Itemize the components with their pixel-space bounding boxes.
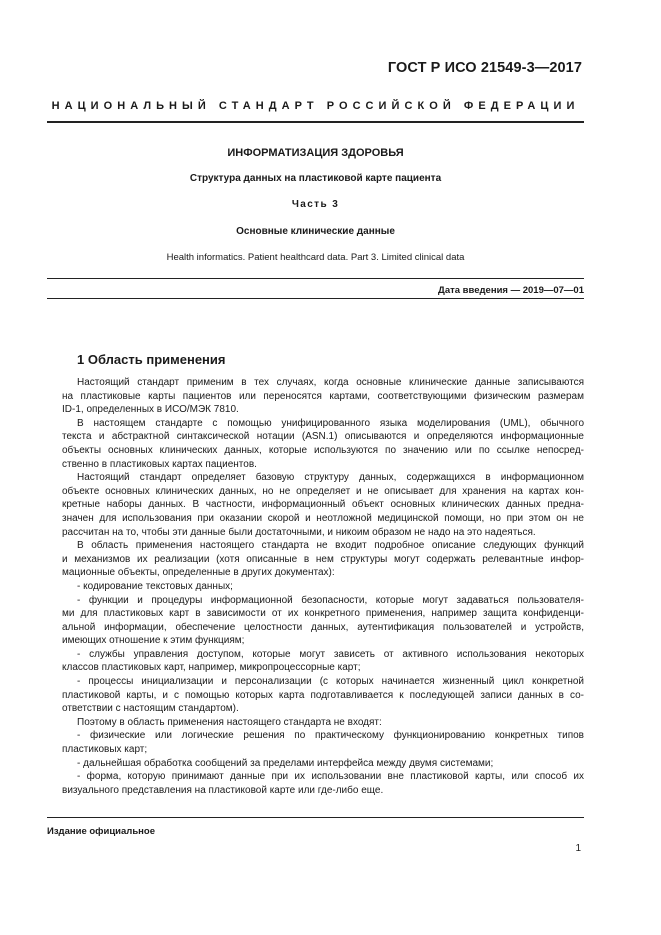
body-line: объекте основных клинических данных, но не определяет и не описывает для хранения на картах кон- xyxy=(62,485,584,497)
title-divider xyxy=(47,278,584,279)
body-line: мационные объекты, определенные в других документах): xyxy=(62,567,335,579)
national-standard-heading: НАЦИОНАЛЬНЫЙ СТАНДАРТ РОССИЙСКОЙ ФЕДЕРАЦИИ xyxy=(51,100,580,112)
section-heading: 1 Область применения xyxy=(77,352,226,367)
page-number: 1 xyxy=(575,843,581,854)
section-body xyxy=(62,376,584,797)
date-divider xyxy=(47,298,584,299)
body-line: В область применения настоящего стандарта не входит подробное описание следующих функций xyxy=(77,540,584,552)
edition-note: Издание официальное xyxy=(47,826,155,837)
body-line: пластиковой карты, и с помощью которых карта подготавливается к последующей записи данных в со- xyxy=(62,689,584,701)
subtitle: Структура данных на пластиковой карте пациента xyxy=(189,173,442,184)
english-title: Health informatics. Patient healthcard data. Part 3. Limited clinical data xyxy=(166,252,465,263)
part-label: Часть 3 xyxy=(291,199,340,210)
body-line: - службы управления доступом, которые могут зависеть от активного использования некоторых xyxy=(77,648,584,660)
part-title: Основные клинические данные xyxy=(236,226,395,237)
body-line: - дальнейшая обработка сообщений за пределами интерфейса между двумя системами; xyxy=(77,757,494,769)
body-line: имеющих отношение к этим функциям; xyxy=(62,635,245,647)
body-line: ответствии с настоящим стандартом). xyxy=(62,703,239,715)
body-line: объекты основных клинических данных, которые используются по значению или по ссылке непосред- xyxy=(62,444,584,456)
body-line: и механизмов их реализации (хотя описанные в нем структуры могут содержать релевантные инфор- xyxy=(62,553,584,565)
body-line: на пластиковые карты пациентов или переносятся картами, соответствующими физическим размерам xyxy=(62,390,584,402)
body-line: - физические или логические решения по практическому функционированию конкретных типов xyxy=(77,730,584,742)
body-line: Настоящий стандарт применим в тех случаях, когда основные клинические данные записываются xyxy=(77,377,584,388)
body-line: пластиковых карт; xyxy=(62,744,148,756)
body-line: значен для использования при оказании скорой и неотложной медицинской помощи, но при этом он не xyxy=(62,512,584,524)
document-number: ГОСТ Р ИСО 21549-3—2017 xyxy=(387,60,582,76)
body-line: - процессы инициализации и персонализации (с которых начинается жизненный цикл конкретной xyxy=(77,676,584,688)
body-line: ственно в пластиковых картах пациентов. xyxy=(62,458,257,470)
header-divider xyxy=(47,121,584,123)
body-line: текста и абстрактной синтаксической нотации (ASN.1) описываются и определяются информационные xyxy=(62,431,584,443)
body-line: - функции и процедуры информационной безопасности, которые могут задаваться пользователя- xyxy=(77,594,584,606)
body-line: - кодирование текстовых данных; xyxy=(77,580,233,592)
body-line: Настоящий стандарт определяет базовую структуру данных, содержащихся в информационном xyxy=(77,472,584,484)
body-line: - форма, которую принимают данные при их использовании вне пластиковой карты, или способ их xyxy=(77,771,584,783)
body-line: ми для пластиковых карт в зависимости от их конкретного применения, например защита конфиденци- xyxy=(62,608,584,620)
body-line: альной информации, обеспечение целостности данных, аутентификация пользователей и устройств, xyxy=(62,621,584,633)
body-line: визуального представления на пластиковой карте или где-либо еще. xyxy=(62,784,384,796)
footer-divider xyxy=(47,817,584,818)
body-line: рассчитан на то, чтобы эти данные были достаточными, и никоим образом не надо на это надеяться. xyxy=(62,526,536,538)
body-line: кретные наборы данных. В частности, информационный объект основных клинических данных предна- xyxy=(62,499,584,511)
body-line: классов пластиковых карт, например, микропроцессорные карт; xyxy=(62,662,361,674)
body-line: В настоящем стандарте с помощью унифицированного языка моделирования (UML), обычного xyxy=(77,417,584,429)
body-line: ID-1, определенных в ИСО/МЭК 7810. xyxy=(62,404,239,416)
main-title: ИНФОРМАТИЗАЦИЯ ЗДОРОВЬЯ xyxy=(227,147,404,159)
introduction-date: Дата введения — 2019—07—01 xyxy=(438,285,584,296)
body-line: Поэтому в область применения настоящего стандарта не входят: xyxy=(77,716,382,728)
